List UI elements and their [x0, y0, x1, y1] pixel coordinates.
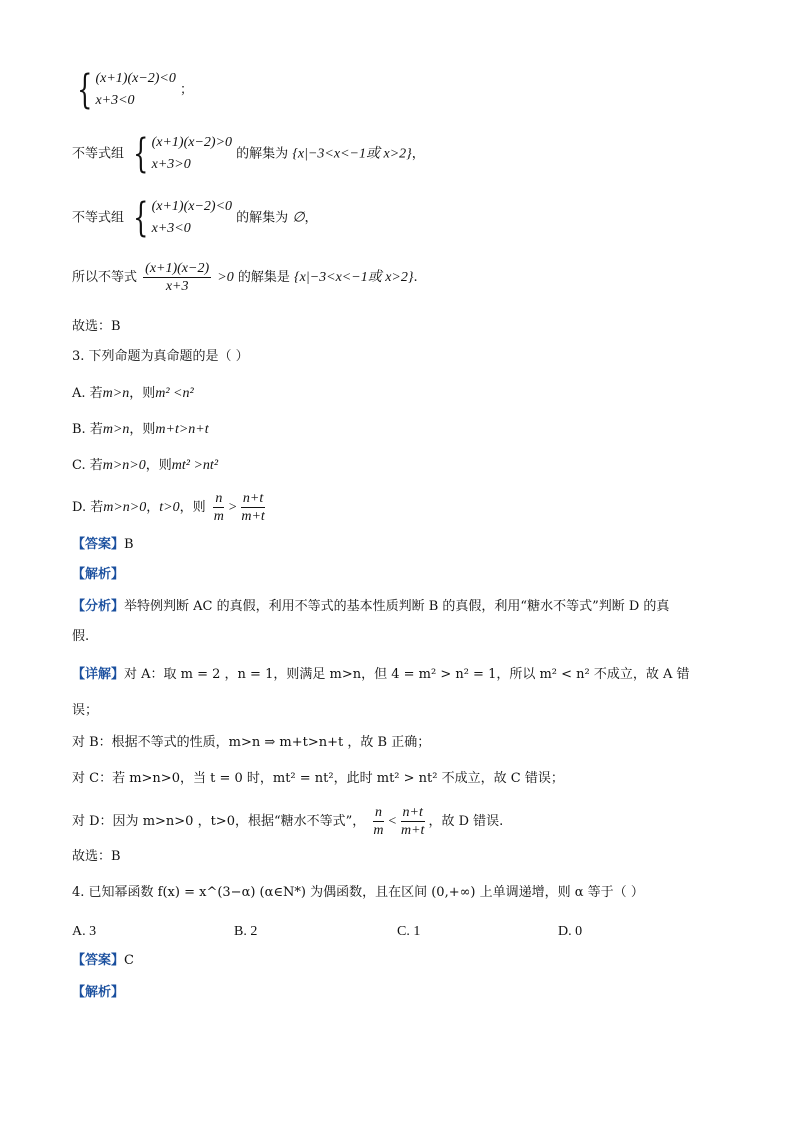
text: ，则: [145, 458, 172, 473]
option-label: D. 若: [72, 500, 104, 515]
detail-text: ，故 D 错误.: [428, 814, 504, 829]
detail-line-b: 对 B：根据不等式的性质，m>n ⇒ m+t>n+t ，故 B 正确；: [72, 735, 431, 750]
condition: t>0: [159, 500, 180, 515]
choice-line: 故选：B: [72, 319, 121, 334]
answer-tag: 【答案】: [72, 537, 125, 552]
text: 的解集为: [236, 210, 289, 226]
numerator: n+t: [242, 491, 264, 506]
answer-value: B: [124, 537, 134, 552]
system-row: (x+1)(x−2)<0: [95, 71, 176, 86]
conclusion: mt² >nt²: [171, 458, 219, 473]
system-row: x+3>0: [151, 157, 191, 172]
inequality-system: { (x+1)(x−2)<0 x+3<0: [133, 195, 233, 241]
system-block-c: [72, 196, 318, 240]
punctuation: .: [413, 270, 418, 285]
denominator: m: [213, 509, 224, 524]
analysis-line: [72, 598, 669, 616]
system-block-b: [72, 132, 425, 176]
analysis-subtag: 【分析】: [72, 599, 125, 614]
detail-text: 对 A：取 m = 2 ，n = 1，则满足 m>n，但 4 = m² > n² = 1，所以 m² < n² 不成立，故 A 错: [124, 667, 690, 682]
detail-line-c: 对 C：若 m>n>0，当 t = 0 时，mt² = nt²，此时 mt² > nt² 不成立，故 C 错误；: [72, 771, 564, 786]
analysis-label: 【解析】: [72, 567, 125, 582]
denominator: x+3: [165, 279, 189, 294]
option-label: B. 若: [72, 422, 103, 437]
system-row: (x+1)(x−2)>0: [151, 135, 233, 150]
text: 不等式组: [72, 210, 125, 226]
detail-line: [72, 666, 690, 684]
inequality-system: { (x+1)(x−2)<0 x+3<0: [77, 67, 176, 113]
system-block-a: [72, 68, 193, 112]
conclusion: m+t>n+t: [155, 422, 209, 437]
detail-tag: 【详解】: [72, 667, 125, 682]
denominator: m: [373, 823, 384, 838]
punctuation: ，: [304, 210, 318, 226]
text: 的解集是: [237, 270, 290, 285]
answer-tag: 【答案】: [72, 953, 125, 968]
text: ，: [146, 500, 160, 515]
numerator: n: [215, 491, 223, 506]
question-3-stem: 3. 下列命题为真命题的是（ ）: [72, 349, 249, 364]
solution-set: {x|−3<x<−1或 x>2}: [294, 270, 414, 285]
punctuation: ；: [180, 82, 194, 98]
text: ，则: [129, 386, 156, 401]
conclusion-line: [72, 260, 418, 295]
answer-value: C: [124, 953, 134, 968]
option-b: B. 2: [234, 924, 258, 939]
analysis-tag: [72, 984, 124, 1002]
relation: >0: [217, 270, 234, 285]
fraction: [212, 490, 226, 525]
option-a: A. 3: [72, 924, 97, 939]
question-4-stem: 4. 已知幂函数 f(x) = x^(3−α) (α∈N*) 为偶函数，且在区间 (0,+∞) 上单调递增，则 α 等于（ ）: [72, 885, 644, 900]
solution-set: {x|−3<x<−1或 x>2}: [292, 146, 412, 162]
text: ，则: [129, 422, 156, 437]
analysis-text: 举特例判断 AC 的真假，利用不等式的基本性质判断 B 的真假，利用“糖水不等式”判断 D 的真: [124, 599, 670, 614]
answer-line: [72, 952, 134, 970]
analysis-tag: [72, 566, 124, 584]
relation: <: [387, 814, 397, 829]
option-a: [72, 385, 194, 403]
option-d: D. 0: [558, 924, 583, 939]
conclusion: m² <n²: [155, 386, 194, 401]
system-row: (x+1)(x−2)<0: [151, 199, 233, 214]
text: 不等式组: [72, 146, 125, 162]
text: ，则: [179, 500, 206, 515]
option-d: [72, 490, 269, 525]
denominator: m+t: [241, 509, 265, 524]
option-label: A. 若: [72, 386, 103, 401]
inequality-system: { (x+1)(x−2)>0 x+3>0: [133, 131, 233, 177]
condition: m>n: [102, 422, 130, 437]
denominator: m+t: [400, 823, 425, 838]
option-b: [72, 421, 209, 439]
option-label: C. 若: [72, 458, 103, 473]
analysis-line-cont: 假.: [72, 629, 90, 644]
answer-line: [72, 536, 134, 554]
fraction: [399, 804, 426, 839]
numerator: (x+1)(x−2): [145, 261, 210, 276]
text: 所以不等式: [72, 270, 138, 285]
relation: >: [227, 500, 238, 515]
option-c: C. 1: [397, 924, 421, 939]
fraction: [239, 490, 266, 525]
fraction: [371, 804, 385, 839]
detail-text: 对 D：因为 m>n>0 ，t>0，根据“糖水不等式”，: [72, 814, 366, 829]
option-c: [72, 457, 218, 475]
detail-line-cont: 误；: [72, 703, 99, 718]
condition: m>n>0: [103, 500, 147, 515]
solution-set: ∅: [292, 210, 305, 226]
numerator: n+t: [402, 805, 423, 820]
analysis-label: 【解析】: [72, 985, 125, 1000]
system-row: x+3<0: [95, 93, 135, 108]
fraction: [143, 260, 211, 295]
condition: m>n>0: [102, 458, 146, 473]
choice-line: 故选：B: [72, 849, 121, 864]
detail-line-d: [72, 804, 503, 839]
numerator: n: [374, 805, 382, 820]
condition: m>n: [102, 386, 130, 401]
punctuation: ，: [411, 146, 425, 162]
text: 的解集为: [236, 146, 289, 162]
system-row: x+3<0: [151, 221, 191, 236]
